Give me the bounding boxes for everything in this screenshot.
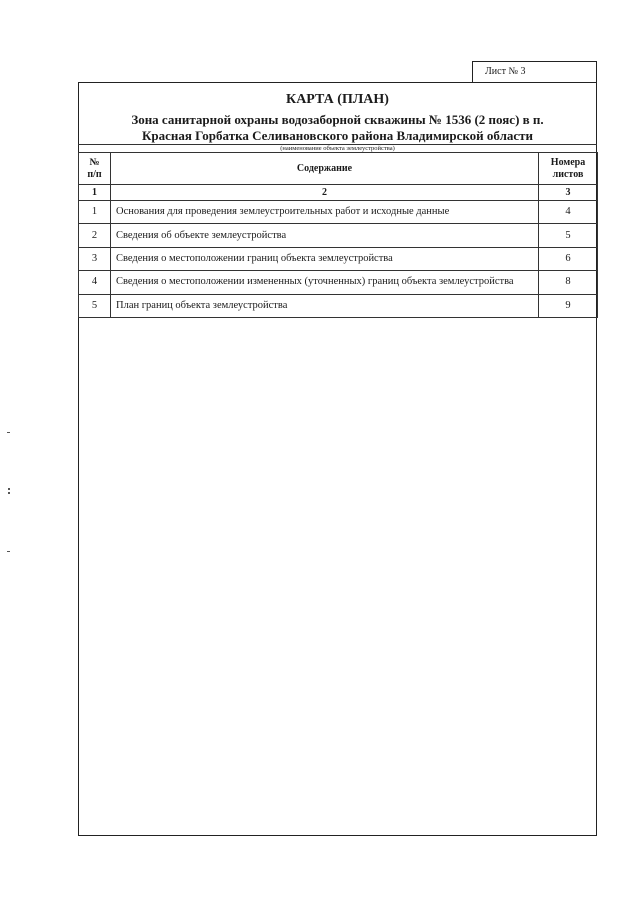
header-content-cell: Содержание [111, 153, 539, 185]
row-sheet-cell: 6 [539, 247, 598, 270]
object-name-caption: (наименование объекта землеустройства) [280, 144, 395, 152]
sheet-number-box [472, 61, 597, 83]
header-sheets-cell [539, 153, 598, 185]
row-sheet-cell: 9 [539, 294, 598, 317]
row-sheet-cell: 5 [539, 224, 598, 247]
document-title: КАРТА (ПЛАН) [286, 92, 389, 107]
header-sheets-line-2: листов [552, 168, 584, 180]
scan-mark [8, 488, 10, 490]
column-number-cell: 3 [539, 185, 598, 201]
header-sheets-line-1: Номера [550, 156, 586, 168]
row-sheet-cell: 4 [539, 201, 598, 224]
row-number-cell: 5 [79, 294, 111, 317]
row-content-cell: Сведения об объекте землеустройства [111, 224, 539, 247]
table-row [79, 201, 598, 224]
table-row [79, 224, 598, 247]
row-number-cell: 2 [79, 224, 111, 247]
object-name-line-2: Красная Горбатка Селивановского района Владимирской области [141, 128, 534, 143]
column-number-cell: 1 [79, 185, 111, 201]
column-number-row [79, 185, 598, 201]
contents-table [78, 152, 598, 318]
sheet-number-label: Лист № 3 [485, 66, 526, 77]
header-number-abbr: п/п [87, 168, 102, 180]
row-number-cell: 4 [79, 271, 111, 294]
row-content-cell: Основания для проведения землеустроительных работ и исходные данные [111, 201, 539, 224]
header-number-cell [79, 153, 111, 185]
row-number-cell: 3 [79, 247, 111, 270]
scan-mark [7, 432, 10, 433]
scan-mark [8, 492, 10, 494]
row-content-cell: План границ объекта землеустройства [111, 294, 539, 317]
table-row [79, 271, 598, 294]
row-content-cell: Сведения о местоположении измененных (уточненных) границ объекта землеустройства [111, 271, 539, 294]
scan-mark [7, 551, 10, 552]
row-content-cell: Сведения о местоположении границ объекта землеустройства [111, 247, 539, 270]
table-header-row [79, 153, 598, 185]
object-name-line-1: Зона санитарной охраны водозаборной скважины № 1536 (2 пояс) в п. [131, 112, 544, 127]
row-sheet-cell: 8 [539, 271, 598, 294]
column-number-cell: 2 [111, 185, 539, 201]
row-number-cell: 1 [79, 201, 111, 224]
table-row [79, 247, 598, 270]
table-row [79, 294, 598, 317]
header-number-symbol: № [89, 156, 100, 168]
